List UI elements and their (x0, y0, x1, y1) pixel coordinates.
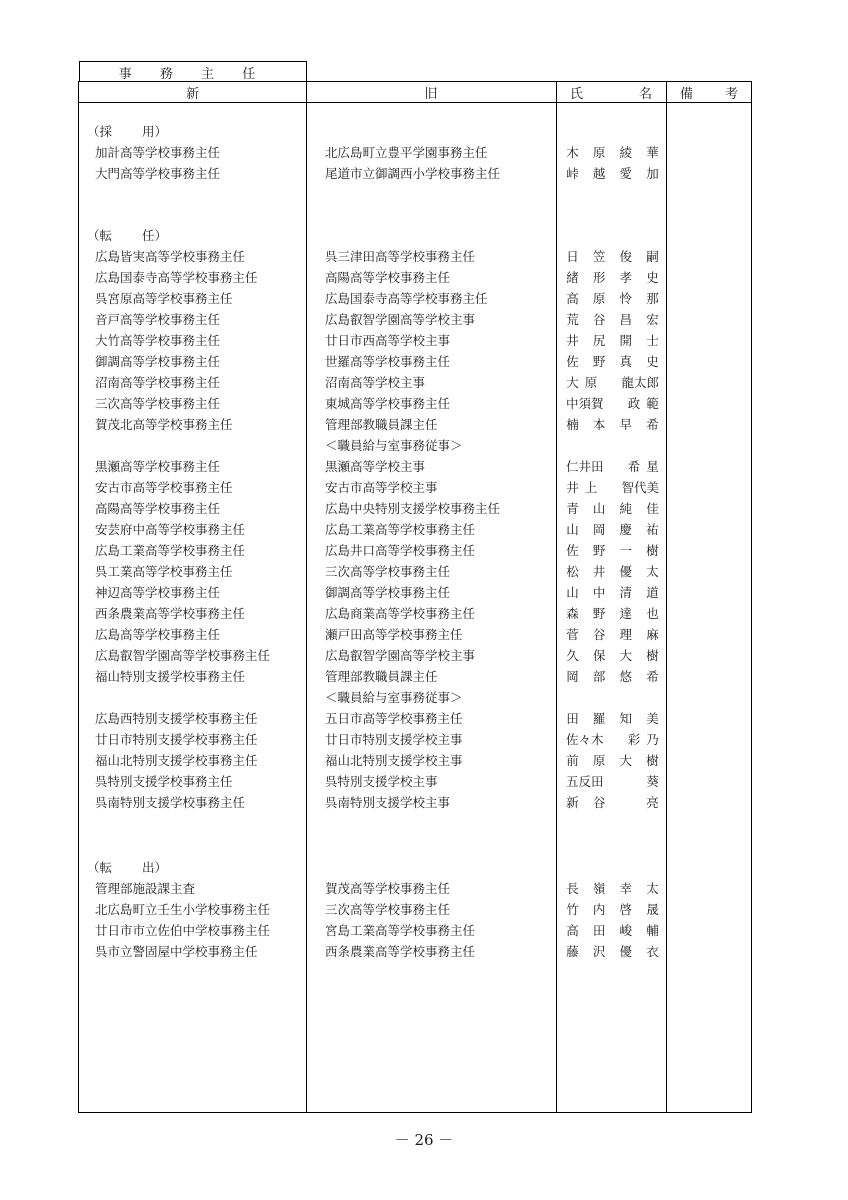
name-character: 昌 (619, 312, 633, 327)
name-character: 佐々木 (566, 732, 604, 747)
person-name (566, 900, 659, 918)
name-character: 原 (592, 145, 606, 160)
new-position: 安古市高等学校事務主任 (95, 480, 233, 495)
table-row (79, 143, 751, 163)
name-character: 大 (619, 753, 633, 768)
name-character: 晟 (646, 902, 659, 917)
name-character: 岡 (566, 669, 579, 684)
name-character: 尻 (592, 333, 606, 348)
name-character: 沢 (592, 944, 606, 959)
name-character: 早 (619, 417, 633, 432)
table-row (79, 709, 751, 729)
person-name (566, 394, 659, 412)
old-position: 世羅高等学校事務主任 (325, 354, 451, 369)
name-character: 本 (592, 417, 606, 432)
name-character: 星 (646, 459, 659, 474)
name-character: 佐 (566, 543, 579, 558)
name-character: 竹 (566, 902, 579, 917)
header-remarks (666, 82, 752, 102)
person-name (566, 730, 659, 748)
new-position: 安芸府中高等学校事務主任 (95, 522, 246, 537)
new-position: 呉工業高等学校事務主任 (95, 564, 233, 579)
person-name (566, 541, 659, 559)
name-character (609, 730, 622, 748)
old-position: 尾道市立御調西小学校事務主任 (325, 166, 501, 181)
person-name (566, 942, 659, 960)
name-character: 慶 (619, 522, 633, 537)
name-character: 清 (619, 585, 633, 600)
person-name (566, 751, 659, 769)
name-character: 華 (646, 145, 659, 160)
name-character: 大 (566, 375, 579, 390)
name-character: 前 (566, 753, 579, 768)
new-position: 呉南特別支援学校事務主任 (95, 795, 246, 810)
name-character: 希 (646, 417, 659, 432)
table-row (79, 921, 751, 941)
header-name (556, 82, 666, 102)
table-row (79, 879, 751, 899)
new-position: 廿日市特別支援学校事務主任 (95, 732, 258, 747)
name-character: 理 (619, 627, 633, 642)
table-row (79, 604, 751, 624)
name-character: 嗣 (646, 249, 659, 264)
name-character (609, 457, 622, 475)
new-position: 大竹高等学校事務主任 (95, 333, 221, 348)
section-heading-close: 任） (142, 228, 168, 243)
name-character: 亮 (646, 795, 659, 810)
name-character: 智代美 (621, 480, 659, 495)
person-name (566, 268, 659, 286)
person-name (566, 352, 659, 370)
old-position: 高陽高等学校事務主任 (325, 270, 451, 285)
old-position: 廿日市西高等学校主事 (325, 333, 451, 348)
table-row (79, 730, 751, 750)
person-name (566, 583, 659, 601)
name-character: 森 (566, 606, 579, 621)
name-character: 孝 (619, 270, 633, 285)
new-position: 三次高等学校事務主任 (95, 396, 221, 411)
name-character: 原 (592, 753, 606, 768)
name-character: 太 (646, 881, 659, 896)
table-row (79, 541, 751, 561)
person-name (566, 646, 659, 664)
new-position: 呉宮原高等学校事務主任 (95, 291, 233, 306)
person-name (566, 499, 659, 517)
name-character: 原 (592, 291, 606, 306)
name-character: 菅 (566, 627, 579, 642)
name-character: 史 (646, 354, 659, 369)
old-position: 廿日市特別支援学校主事 (325, 732, 463, 747)
name-character: 上 (584, 480, 598, 495)
old-position: 安古市高等学校主事 (325, 480, 438, 495)
name-character: 龍太郎 (621, 375, 659, 390)
old-position: 広島井口高等学校事務主任 (325, 543, 476, 558)
old-position: 宮島工業高等学校事務主任 (325, 923, 476, 938)
section-heading-close: 用） (142, 124, 168, 139)
table-row (79, 562, 751, 582)
name-character: 青 (566, 501, 579, 516)
old-position: 広島国泰寺高等学校事務主任 (325, 291, 488, 306)
name-character: 長 (566, 881, 579, 896)
new-position: 福山特別支援学校事務主任 (95, 669, 246, 684)
old-position: 北広島町立豊平学園事務主任 (325, 145, 488, 160)
name-character: 葵 (646, 774, 659, 789)
name-character: 久 (566, 648, 579, 663)
old-position: 広島商業高等学校事務主任 (325, 606, 476, 621)
page-number: － 26 － (394, 1131, 454, 1149)
name-character: 峠 (566, 166, 579, 181)
new-position: 広島皆実高等学校事務主任 (95, 249, 246, 264)
table-row (79, 499, 751, 519)
name-character: 木 (566, 145, 579, 160)
table-row (79, 247, 751, 267)
table-row (79, 520, 751, 540)
person-name (566, 373, 659, 391)
name-character: 達 (619, 606, 633, 621)
name-character: 知 (619, 711, 633, 726)
old-position: 五日市高等学校事務主任 (325, 711, 463, 726)
name-character: 樹 (646, 543, 659, 558)
name-character: 加 (646, 166, 659, 181)
section-heading (87, 122, 167, 140)
old-position: ＜職員給与室事務従事＞ (325, 690, 463, 705)
header-name-part: 氏 (570, 86, 584, 102)
new-position: 沼南高等学校事務主任 (95, 375, 221, 390)
name-character: 史 (646, 270, 659, 285)
section-heading (87, 858, 167, 876)
old-position: 沼南高等学校主事 (325, 375, 426, 390)
name-character: 山 (566, 522, 579, 537)
name-character (603, 478, 616, 496)
old-position: ＜職員給与室事務従事＞ (325, 438, 463, 453)
name-character: 純 (619, 501, 633, 516)
name-character: 怜 (619, 291, 633, 306)
person-name (566, 415, 659, 433)
header-new: 新 (185, 86, 199, 102)
new-position: 御調高等学校事務主任 (95, 354, 221, 369)
name-character: 愛 (619, 166, 633, 181)
new-position: 高陽高等学校事務主任 (95, 501, 221, 516)
table-row (79, 352, 751, 372)
person-name (566, 331, 659, 349)
name-character: 樹 (646, 648, 659, 663)
person-name (566, 310, 659, 328)
name-character: 野 (592, 543, 606, 558)
name-character: 形 (592, 270, 606, 285)
section-title: 事 務 主 任 (79, 61, 307, 82)
name-character: 新 (566, 795, 579, 810)
name-character: 幸 (619, 881, 633, 896)
header-old: 旧 (424, 86, 438, 102)
table-row (79, 625, 751, 645)
personnel-table (78, 81, 752, 1113)
table-row (79, 900, 751, 920)
name-character (603, 373, 616, 391)
old-position: 呉三津田高等学校事務主任 (325, 249, 476, 264)
old-position: 管理部教職員課主任 (325, 417, 438, 432)
new-position: 広島西特別支援学校事務主任 (95, 711, 258, 726)
name-character: 野 (592, 354, 606, 369)
old-position: 西条農業高等学校事務主任 (325, 944, 476, 959)
table-row (79, 164, 751, 184)
table-row (79, 583, 751, 603)
header-remarks-part: 考 (724, 86, 738, 102)
name-character: 緒 (566, 270, 579, 285)
new-position: 廿日市市立佐伯中学校事務主任 (95, 923, 271, 938)
name-character: 岡 (592, 522, 606, 537)
name-character: 井 (566, 333, 579, 348)
old-position: 広島叡智学園高等学校主事 (325, 312, 476, 327)
name-character: 中 (592, 585, 606, 600)
old-position: 賀茂高等学校事務主任 (325, 881, 451, 896)
new-position: 神辺高等学校事務主任 (95, 585, 221, 600)
name-character: 開 (619, 333, 633, 348)
name-character: 谷 (592, 627, 606, 642)
table-row (79, 772, 751, 792)
old-position: 広島叡智学園高等学校主事 (325, 648, 476, 663)
name-character: 佐 (566, 354, 579, 369)
name-character: 野 (592, 606, 606, 621)
section-heading-open: （転 (87, 860, 113, 875)
old-position: 広島工業高等学校事務主任 (325, 522, 476, 537)
section-heading (87, 226, 167, 244)
new-position: 北広島町立壬生小学校事務主任 (95, 902, 271, 917)
old-position: 瀬戸田高等学校事務主任 (325, 627, 463, 642)
table-row (79, 478, 751, 498)
old-position: 黒瀬高等学校主事 (325, 459, 426, 474)
person-name (566, 478, 659, 496)
name-character (609, 772, 622, 790)
new-position: 大門高等学校事務主任 (95, 166, 221, 181)
name-character: 悠 (619, 669, 633, 684)
table-row (79, 793, 751, 813)
name-character: 宏 (646, 312, 659, 327)
name-character: 樹 (646, 753, 659, 768)
table-row (79, 751, 751, 771)
name-character: 士 (646, 333, 659, 348)
name-character: 笠 (592, 249, 606, 264)
old-position: 三次高等学校事務主任 (325, 564, 451, 579)
person-name (566, 625, 659, 643)
name-character: 山 (592, 501, 606, 516)
name-character: 那 (646, 291, 659, 306)
name-character: 俊 (619, 249, 633, 264)
name-character: 仁井田 (566, 459, 604, 474)
table-row (79, 688, 751, 708)
name-character: 楠 (566, 417, 579, 432)
table-row (79, 942, 751, 962)
table-row (79, 415, 751, 435)
name-character: 保 (592, 648, 606, 663)
name-character: 井 (592, 564, 606, 579)
name-character: 彩 (627, 732, 641, 747)
old-position: 広島中央特別支援学校事務主任 (325, 501, 501, 516)
name-character: 荒 (566, 312, 579, 327)
name-character: 日 (566, 249, 579, 264)
name-character: 五反田 (566, 774, 604, 789)
person-name (566, 457, 659, 475)
name-character: 太 (646, 564, 659, 579)
new-position: 加計高等学校事務主任 (95, 145, 221, 160)
person-name (566, 520, 659, 538)
name-character: 優 (619, 564, 633, 579)
name-character: 輔 (646, 923, 659, 938)
person-name (566, 772, 659, 790)
new-position: 呉特別支援学校事務主任 (95, 774, 233, 789)
new-position: 広島叡智学園高等学校事務主任 (95, 648, 271, 663)
name-character: 範 (646, 396, 659, 411)
section-heading-open: （転 (87, 228, 113, 243)
name-character: 松 (566, 564, 579, 579)
name-character: 啓 (619, 902, 633, 917)
table-row (79, 331, 751, 351)
new-position: 広島高等学校事務主任 (95, 627, 221, 642)
new-position: 呉市立警固屋中学校事務主任 (95, 944, 258, 959)
person-name (566, 562, 659, 580)
old-position: 三次高等学校事務主任 (325, 902, 451, 917)
new-position: 管理部施設課主査 (95, 881, 196, 896)
person-name (566, 143, 659, 161)
name-character: 嶺 (592, 881, 606, 896)
old-position: 呉特別支援学校主事 (325, 774, 438, 789)
name-character: 部 (592, 669, 606, 684)
name-character: 希 (646, 669, 659, 684)
section-heading-open: （採 (87, 124, 113, 139)
name-character (619, 793, 632, 811)
name-character: 美 (646, 711, 659, 726)
name-character: 祐 (646, 522, 659, 537)
name-character: 山 (566, 585, 579, 600)
name-character (609, 394, 622, 412)
new-position: 黒瀬高等学校事務主任 (95, 459, 221, 474)
name-character: 原 (584, 375, 598, 390)
name-character: 越 (592, 166, 606, 181)
name-character: 田 (592, 923, 606, 938)
person-name (566, 879, 659, 897)
new-position: 福山北特別支援学校事務主任 (95, 753, 258, 768)
name-character: 田 (566, 711, 579, 726)
table-row (79, 457, 751, 477)
name-character: 乃 (646, 732, 659, 747)
name-character: 藤 (566, 944, 579, 959)
table-row (79, 394, 751, 414)
name-character: 峻 (619, 923, 633, 938)
name-character: 佳 (646, 501, 659, 516)
person-name (566, 921, 659, 939)
person-name (566, 709, 659, 727)
old-position: 東城高等学校事務主任 (325, 396, 451, 411)
name-character: 中須賀 (566, 396, 604, 411)
table-row (79, 646, 751, 666)
name-character: 高 (566, 291, 579, 306)
table-row (79, 268, 751, 288)
name-character: 衣 (646, 944, 659, 959)
header-divider (79, 102, 751, 103)
old-position: 御調高等学校事務主任 (325, 585, 451, 600)
name-character: 希 (627, 459, 641, 474)
new-position: 賀茂北高等学校事務主任 (95, 417, 233, 432)
new-position: 音戸高等学校事務主任 (95, 312, 221, 327)
table-row (79, 289, 751, 309)
name-character: 谷 (592, 795, 606, 810)
name-character: 優 (619, 944, 633, 959)
old-position: 福山北特別支援学校主事 (325, 753, 463, 768)
name-character: 井 (566, 480, 579, 495)
name-character: 麻 (646, 627, 659, 642)
header-remarks-part: 備 (680, 86, 694, 102)
name-character: 道 (646, 585, 659, 600)
name-character: 一 (619, 543, 633, 558)
new-position: 西条農業高等学校事務主任 (95, 606, 246, 621)
name-character: 羅 (592, 711, 606, 726)
header-name-part: 名 (638, 86, 652, 102)
new-position: 広島国泰寺高等学校事務主任 (95, 270, 258, 285)
old-position: 管理部教職員課主任 (325, 669, 438, 684)
person-name (566, 164, 659, 182)
person-name (566, 604, 659, 622)
name-character (627, 772, 640, 790)
name-character: 高 (566, 923, 579, 938)
section-heading-close: 出） (142, 860, 168, 875)
table-row (79, 373, 751, 393)
name-character: 谷 (592, 312, 606, 327)
name-character: 綾 (619, 145, 633, 160)
person-name (566, 247, 659, 265)
old-position: 呉南特別支援学校主事 (325, 795, 451, 810)
person-name (566, 793, 659, 811)
name-character: 真 (619, 354, 633, 369)
name-character: 内 (592, 902, 606, 917)
person-name (566, 667, 659, 685)
name-character: 也 (646, 606, 659, 621)
table-row (79, 667, 751, 687)
table-row (79, 436, 751, 456)
table-row (79, 310, 751, 330)
name-character: 大 (619, 648, 633, 663)
new-position: 広島工業高等学校事務主任 (95, 543, 246, 558)
person-name (566, 289, 659, 307)
name-character: 政 (627, 396, 641, 411)
